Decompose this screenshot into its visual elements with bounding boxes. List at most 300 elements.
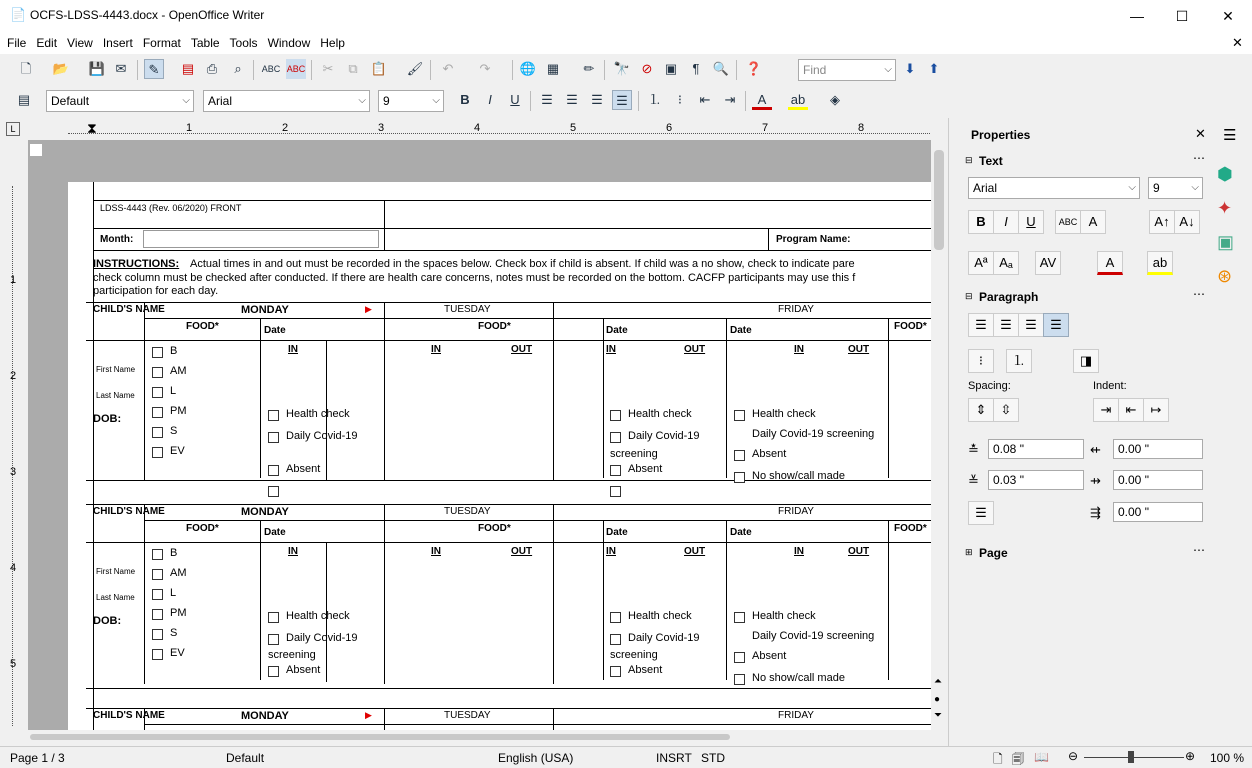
justify-icon[interactable]: ☰	[612, 90, 632, 110]
decrease-spacing-icon[interactable]: ⇳	[993, 398, 1019, 422]
align-right-icon[interactable]: ☰	[1018, 313, 1044, 337]
paste-icon[interactable]: 📋	[370, 61, 388, 76]
ruler-mark: 2	[282, 122, 289, 134]
ruler-mark: 3	[378, 122, 385, 134]
meal-checkbox[interactable]	[152, 367, 163, 378]
multi-page-view-icon[interactable]: 🗐	[1012, 752, 1024, 766]
screening-label: screening	[610, 448, 658, 460]
subscript-icon[interactable]: Aₐ	[993, 251, 1019, 275]
absent-checkbox[interactable]	[268, 465, 279, 476]
standard-toolbar	[0, 55, 965, 85]
document-canvas[interactable]	[28, 140, 931, 730]
covid-checkbox[interactable]	[268, 432, 279, 443]
properties-sidebar	[948, 118, 1252, 746]
bold-icon[interactable]: B	[460, 92, 470, 107]
separator	[736, 60, 737, 80]
date-label: Date	[264, 527, 286, 538]
above-spacing-input[interactable]	[988, 439, 1084, 459]
find-input[interactable]	[798, 59, 896, 81]
formatting-marks-icon[interactable]: ¶	[692, 61, 700, 76]
covid-label: Daily Covid-19	[628, 430, 700, 442]
below-spacing-value: 0.03 "	[993, 473, 1024, 487]
redo-icon[interactable]: ↷	[479, 61, 491, 76]
health-check-label: Health check	[628, 408, 692, 420]
align-right-icon[interactable]: ☰	[591, 92, 603, 107]
meal-label: EV	[170, 647, 185, 659]
ruler-track	[68, 124, 930, 134]
tuesday-header: TUESDAY	[444, 304, 491, 315]
health-check-checkbox[interactable]	[734, 612, 745, 623]
food-header: FOOD*	[186, 523, 219, 534]
decrease-indent-icon[interactable]: ⇤	[1118, 398, 1144, 422]
chevron-down-icon: ⌵	[432, 95, 440, 106]
properties-deck-icon[interactable]: ⬢	[1217, 164, 1233, 184]
food-header: FOOD*	[186, 321, 219, 332]
zoom-icon[interactable]: 🔍	[712, 61, 730, 76]
food-header: FOOD*	[478, 523, 511, 534]
more-options-icon[interactable]: ⋯	[1193, 287, 1205, 301]
covid-checkbox[interactable]	[610, 432, 621, 443]
in-header: IN	[794, 546, 804, 557]
sidebar-menu-icon[interactable]: ☰	[1223, 127, 1237, 144]
absent-label: Absent	[752, 650, 787, 662]
health-check-label: Health check	[286, 408, 350, 420]
meal-checkbox[interactable]	[152, 629, 163, 640]
meal-checkbox[interactable]	[152, 387, 163, 398]
sidebar-title: Properties	[971, 128, 1031, 142]
underline-icon[interactable]: U	[1018, 210, 1044, 234]
covid-checkbox[interactable]	[610, 634, 621, 645]
horizontal-scrollbar[interactable]	[0, 730, 948, 744]
below-spacing-input[interactable]	[988, 470, 1084, 490]
copy-icon[interactable]: ⧉	[348, 61, 358, 76]
sidebar-font-size[interactable]	[1148, 177, 1203, 199]
ruler-track	[12, 186, 13, 726]
menu-format[interactable]: Format	[142, 36, 181, 50]
save-icon[interactable]: 💾	[88, 61, 106, 76]
separator	[430, 60, 431, 80]
bullets-icon[interactable]: ⁝	[968, 349, 994, 373]
arrow-icon: ▶	[365, 710, 372, 720]
covid-label: Daily Covid-19	[628, 632, 700, 644]
absent-checkbox[interactable]	[610, 465, 621, 476]
in-header: IN	[288, 546, 298, 557]
numbering-icon[interactable]: ⒈	[648, 92, 662, 107]
indent-label: Indent:	[1093, 380, 1127, 392]
chevron-down-icon: ⌵	[884, 64, 892, 75]
find-replace-icon[interactable]: 🔭	[613, 61, 631, 76]
instructions-label: INSTRUCTIONS:	[93, 258, 180, 270]
zoom-in-icon[interactable]: ⊕	[1185, 749, 1196, 763]
noshow-label: No show/call made	[752, 470, 845, 482]
scroll-thumb[interactable]	[30, 734, 730, 740]
meal-checkbox[interactable]	[152, 427, 163, 438]
after-indent-input[interactable]	[1113, 470, 1203, 490]
find-placeholder: Find	[803, 63, 827, 77]
covid-label: Daily Covid-19 screening	[752, 428, 875, 440]
draw-functions-icon[interactable]: ✏	[583, 61, 595, 76]
health-check-label: Health check	[752, 408, 816, 420]
character-spacing-icon[interactable]: AV	[1035, 251, 1061, 275]
italic-icon[interactable]: I	[993, 210, 1019, 234]
page-style[interactable]: Default	[226, 751, 265, 765]
print-preview-icon[interactable]: ⌕	[234, 61, 242, 76]
increase-indent-icon[interactable]: ⇥	[1093, 398, 1119, 422]
date-label: Date	[606, 527, 628, 538]
align-center-icon[interactable]: ☰	[566, 92, 578, 107]
first-line-indent-icon: ⇶	[1090, 505, 1101, 520]
grow-font-icon[interactable]: A↑	[1149, 210, 1175, 234]
monday-header: MONDAY	[241, 506, 289, 518]
gallery-icon[interactable]: ▣	[664, 61, 678, 76]
date-label: Date	[264, 325, 286, 336]
horizontal-ruler[interactable]	[0, 118, 940, 140]
separator	[137, 60, 138, 80]
bullets-icon[interactable]: ⁝	[677, 92, 683, 107]
collapse-icon[interactable]: ⊟	[965, 291, 973, 301]
last-name-label: Last Name	[96, 593, 135, 602]
help-icon[interactable]: ❓	[745, 61, 763, 76]
font-color-icon[interactable]: A	[752, 90, 772, 110]
shrink-font-icon[interactable]: A↓	[1174, 210, 1200, 234]
styles-formatting-icon[interactable]: ▤	[17, 92, 31, 107]
find-next-icon[interactable]: ⬇	[904, 61, 916, 76]
selection-mode[interactable]: STD	[701, 751, 725, 765]
chevron-down-icon: ⌵	[1191, 182, 1199, 193]
zoom-level[interactable]: 100 %	[1210, 751, 1245, 765]
clone-formatting-icon[interactable]: 🖌	[406, 61, 424, 76]
noshow-checkbox[interactable]	[734, 674, 745, 685]
collapse-icon[interactable]: ⊟	[965, 155, 973, 165]
covid-label: Daily Covid-19	[286, 632, 358, 644]
export-pdf-icon[interactable]: ▤	[181, 61, 195, 76]
last-name-label: Last Name	[96, 391, 135, 400]
screening-label: screening	[268, 649, 316, 661]
out-header: OUT	[684, 344, 706, 355]
font-size-value: 9	[383, 94, 390, 108]
meal-label: S	[170, 627, 178, 639]
email-icon[interactable]: ✉	[115, 61, 127, 76]
window-title: OCFS-LDSS-4443.docx - OpenOffice Writer	[30, 8, 265, 22]
indent-marker-icon[interactable]: ⧗	[87, 120, 97, 136]
navigation-dot-icon[interactable]: ●	[934, 694, 941, 705]
menu-bar	[0, 32, 1252, 54]
covid-checkbox[interactable]	[268, 634, 279, 645]
font-size-select[interactable]	[378, 90, 444, 112]
autospellcheck-icon[interactable]: ABC	[286, 59, 306, 79]
separator	[512, 60, 513, 80]
justify-icon[interactable]: ☰	[1043, 313, 1069, 337]
health-check-checkbox[interactable]	[268, 612, 279, 623]
meal-label: PM	[170, 405, 187, 417]
covid-label: Daily Covid-19 screening	[752, 630, 875, 642]
print-icon[interactable]: ⎙	[206, 61, 218, 76]
below-spacing-icon: ≚	[968, 473, 979, 488]
menu-help[interactable]: Help	[320, 36, 345, 50]
spacing-label: Spacing:	[968, 380, 1011, 392]
highlight-icon[interactable]: ab	[1147, 251, 1173, 275]
health-check-checkbox[interactable]	[734, 410, 745, 421]
separator	[530, 91, 531, 111]
before-indent-input[interactable]	[1113, 439, 1203, 459]
superscript-icon[interactable]: Aª	[968, 251, 994, 275]
meal-checkbox[interactable]	[152, 347, 163, 358]
meal-label: B	[170, 547, 178, 559]
document-page[interactable]	[68, 182, 931, 730]
meal-checkbox[interactable]	[152, 447, 163, 458]
menu-insert[interactable]: Insert	[102, 36, 133, 50]
health-check-checkbox[interactable]	[268, 410, 279, 421]
absent-label: Absent	[286, 664, 321, 676]
friday-header: FRIDAY	[778, 304, 814, 315]
zoom-out-icon[interactable]: ⊖	[1068, 749, 1079, 763]
separator	[253, 60, 254, 80]
language-status[interactable]: English (USA)	[498, 751, 574, 765]
text-section-title[interactable]: Text	[979, 154, 1003, 168]
absent-checkbox[interactable]	[734, 652, 745, 663]
meal-label: AM	[170, 567, 187, 579]
ruler-mark: 1	[10, 274, 17, 286]
numbering-icon[interactable]: ⒈	[1006, 349, 1032, 373]
menu-edit[interactable]: Edit	[36, 36, 58, 50]
table-icon[interactable]: ▦	[546, 61, 560, 76]
friday-header: FRIDAY	[778, 506, 814, 517]
more-options-icon[interactable]: ⋯	[1193, 543, 1205, 557]
meal-checkbox[interactable]	[152, 589, 163, 600]
italic-icon[interactable]: I	[488, 92, 492, 107]
menu-view[interactable]: View	[67, 36, 93, 50]
meal-label: B	[170, 345, 178, 357]
formatting-toolbar	[0, 86, 880, 116]
status-bar	[0, 746, 1252, 768]
absent-label: Absent	[628, 664, 663, 676]
tab-stop-type-icon[interactable]: L	[6, 122, 20, 136]
undo-icon[interactable]: ↶	[442, 61, 454, 76]
health-check-checkbox[interactable]	[610, 410, 621, 421]
in-header: IN	[606, 344, 616, 355]
paragraph-section-title[interactable]: Paragraph	[979, 290, 1039, 304]
new-document-icon[interactable]: 🗋	[20, 61, 32, 76]
before-indent-value: 0.00 "	[1118, 442, 1149, 456]
meal-label: PM	[170, 607, 187, 619]
first-name-label: First Name	[96, 567, 136, 576]
noshow-checkbox[interactable]	[734, 472, 745, 483]
hyperlink-icon[interactable]: 🌐	[519, 61, 537, 76]
tuesday-header: TUESDAY	[444, 710, 491, 721]
form-id: LDSS-4443 (Rev. 06/2020) FRONT	[100, 203, 242, 213]
more-options-icon[interactable]: ⋯	[1193, 151, 1205, 165]
friday-header: FRIDAY	[778, 710, 814, 721]
paragraph-background-icon[interactable]: ◨	[1073, 349, 1099, 373]
page-up-icon[interactable]: ⏶	[934, 676, 942, 687]
font-name-select[interactable]	[203, 90, 370, 112]
bold-icon[interactable]: B	[968, 210, 994, 234]
in-header: IN	[431, 344, 441, 355]
page-section-title[interactable]: Page	[979, 546, 1008, 560]
tuesday-header: TUESDAY	[444, 506, 491, 517]
program-name-label: Program Name:	[776, 234, 851, 245]
month-field[interactable]	[143, 230, 379, 248]
single-page-view-icon[interactable]: 🗋	[993, 752, 1003, 766]
insert-mode[interactable]: INSRT	[656, 751, 692, 765]
meal-checkbox[interactable]	[152, 549, 163, 560]
ruler-mark: 2	[10, 370, 17, 382]
in-header: IN	[606, 546, 616, 557]
font-color-icon[interactable]: A	[1097, 251, 1123, 275]
childs-name-header: CHILD'S NAME	[93, 304, 165, 315]
align-center-icon[interactable]: ☰	[993, 313, 1019, 337]
absent-label: Absent	[628, 463, 663, 475]
open-folder-icon[interactable]: 📂	[52, 61, 70, 76]
row-checkbox[interactable]	[610, 486, 621, 497]
instructions-line-3: participation for each day.	[93, 285, 219, 297]
absent-label: Absent	[752, 448, 787, 460]
health-check-checkbox[interactable]	[610, 612, 621, 623]
out-header: OUT	[511, 344, 533, 355]
dob-label: DOB:	[93, 615, 122, 627]
zoom-slider[interactable]	[1084, 757, 1184, 758]
instructions-line-1: Actual times in and out must be recorded in the spaces below. Check box if child is absent. If child was a no show, check to indicate pare	[190, 258, 855, 270]
covid-label: Daily Covid-19	[286, 430, 358, 442]
menu-table[interactable]: Table	[190, 36, 220, 50]
meal-checkbox[interactable]	[152, 407, 163, 418]
first-line-indent-value: 0.00 "	[1118, 505, 1149, 519]
minimize-button[interactable]: —	[1130, 8, 1144, 24]
edit-mode-icon[interactable]: ✎	[144, 59, 164, 79]
ruler-mark: 3	[10, 466, 17, 478]
childs-name-header: CHILD'S NAME	[93, 506, 165, 517]
menu-window[interactable]: Window	[267, 36, 311, 50]
title-bar	[0, 0, 1252, 32]
out-header: OUT	[511, 546, 533, 557]
vertical-ruler[interactable]	[0, 140, 28, 730]
instructions-line-2: check column must be checked after conducted. If there are health care concerns, notes must be recorded on the bottom. CACFP participants may use this f	[93, 272, 856, 284]
health-check-label: Health check	[286, 610, 350, 622]
before-indent-icon: ⇷	[1090, 442, 1101, 457]
absent-checkbox[interactable]	[268, 666, 279, 677]
above-spacing-icon: ≛	[968, 442, 979, 457]
meal-checkbox[interactable]	[152, 569, 163, 580]
shadow-icon[interactable]: A	[1080, 210, 1106, 234]
align-left-icon[interactable]: ☰	[968, 313, 994, 337]
menu-file[interactable]: File	[7, 36, 27, 50]
after-indent-icon: ⇸	[1090, 473, 1101, 488]
align-left-icon[interactable]: ☰	[541, 92, 553, 107]
scroll-thumb[interactable]	[934, 150, 944, 250]
zoom-slider-thumb[interactable]	[1128, 751, 1134, 763]
strikethrough-icon[interactable]: ABC	[1055, 210, 1081, 234]
page-down-icon[interactable]: ⏷	[934, 710, 942, 721]
styles-deck-icon[interactable]: ✦	[1217, 198, 1233, 218]
maximize-button[interactable]: ☐	[1175, 8, 1189, 24]
in-header: IN	[794, 344, 804, 355]
health-check-label: Health check	[752, 610, 816, 622]
row-checkbox[interactable]	[268, 486, 279, 497]
screening-label: screening	[610, 649, 658, 661]
increase-indent-icon[interactable]: ⇥	[724, 92, 736, 107]
close-sidebar-button[interactable]: ✕	[1195, 126, 1206, 141]
out-header: OUT	[684, 546, 706, 557]
chevron-down-icon: ⌵	[182, 95, 190, 106]
meal-label: L	[170, 385, 177, 397]
separator	[311, 60, 312, 80]
childs-name-header: CHILD'S NAME	[93, 710, 165, 721]
ruler-mark: 4	[10, 562, 17, 574]
noshow-label: No show/call made	[752, 672, 845, 684]
vertical-scrollbar[interactable]	[931, 140, 948, 730]
meal-checkbox[interactable]	[152, 649, 163, 660]
background-color-icon[interactable]: ◈	[830, 92, 840, 107]
food-header: FOOD*	[894, 321, 927, 332]
spellcheck-icon[interactable]: ABC	[261, 64, 281, 74]
first-line-indent-input[interactable]	[1113, 502, 1203, 522]
month-label: Month:	[100, 234, 134, 245]
highlight-icon[interactable]: ab	[788, 90, 808, 110]
health-check-label: Health check	[628, 610, 692, 622]
date-label: Date	[730, 325, 752, 336]
ruler-mark: 5	[570, 122, 577, 134]
sidebar-font-size-value: 9	[1153, 181, 1160, 195]
separator	[745, 91, 746, 111]
ruler-mark: 5	[10, 658, 17, 670]
font-name-value: Arial	[208, 94, 233, 108]
gallery-deck-icon[interactable]: ▣	[1217, 232, 1235, 252]
page-count[interactable]: Page 1 / 3	[10, 751, 65, 765]
in-header: IN	[431, 546, 441, 557]
sidebar-font-name-value: Arial	[973, 181, 998, 195]
decrease-indent-icon[interactable]: ⇤	[699, 92, 711, 107]
date-label: Date	[606, 325, 628, 336]
absent-checkbox[interactable]	[610, 666, 621, 677]
expand-icon[interactable]: ⊞	[965, 547, 973, 557]
navigator-icon[interactable]: ⊘	[641, 61, 653, 76]
absent-label: Absent	[286, 463, 321, 475]
ruler-mark: 4	[474, 122, 481, 134]
paragraph-style-value: Default	[51, 94, 90, 108]
find-previous-icon[interactable]: ⬆	[928, 61, 940, 76]
cut-icon[interactable]: ✂	[322, 61, 334, 76]
out-header: OUT	[848, 546, 870, 557]
sidebar-font-name[interactable]	[968, 177, 1140, 199]
absent-checkbox[interactable]	[734, 450, 745, 461]
ruler-mark: 7	[762, 122, 769, 134]
paragraph-style-select[interactable]	[46, 90, 194, 112]
separator	[638, 91, 639, 111]
book-view-icon[interactable]: 📖	[1034, 750, 1049, 764]
chevron-down-icon: ⌵	[1128, 182, 1136, 193]
navigator-deck-icon[interactable]: ⊛	[1217, 266, 1233, 286]
hanging-indent-icon[interactable]: ↦	[1143, 398, 1169, 422]
line-spacing-icon[interactable]: ☰	[968, 501, 994, 525]
underline-icon[interactable]: U	[510, 92, 520, 107]
app-icon: 📄	[10, 7, 27, 22]
food-header: FOOD*	[478, 321, 511, 332]
dob-label: DOB:	[93, 413, 122, 425]
meal-checkbox[interactable]	[152, 609, 163, 620]
close-button[interactable]: ✕	[1222, 8, 1234, 24]
menu-tools[interactable]: Tools	[229, 36, 258, 50]
increase-spacing-icon[interactable]: ⇕	[968, 398, 994, 422]
meal-label: EV	[170, 445, 185, 457]
out-header: OUT	[848, 344, 870, 355]
after-indent-value: 0.00 "	[1118, 473, 1149, 487]
monday-header: MONDAY	[241, 710, 289, 722]
in-header: IN	[288, 344, 298, 355]
meal-label: S	[170, 425, 178, 437]
ruler-mark: 1	[186, 122, 193, 134]
close-document-button[interactable]: ✕	[1232, 35, 1243, 50]
meal-label: AM	[170, 365, 187, 377]
